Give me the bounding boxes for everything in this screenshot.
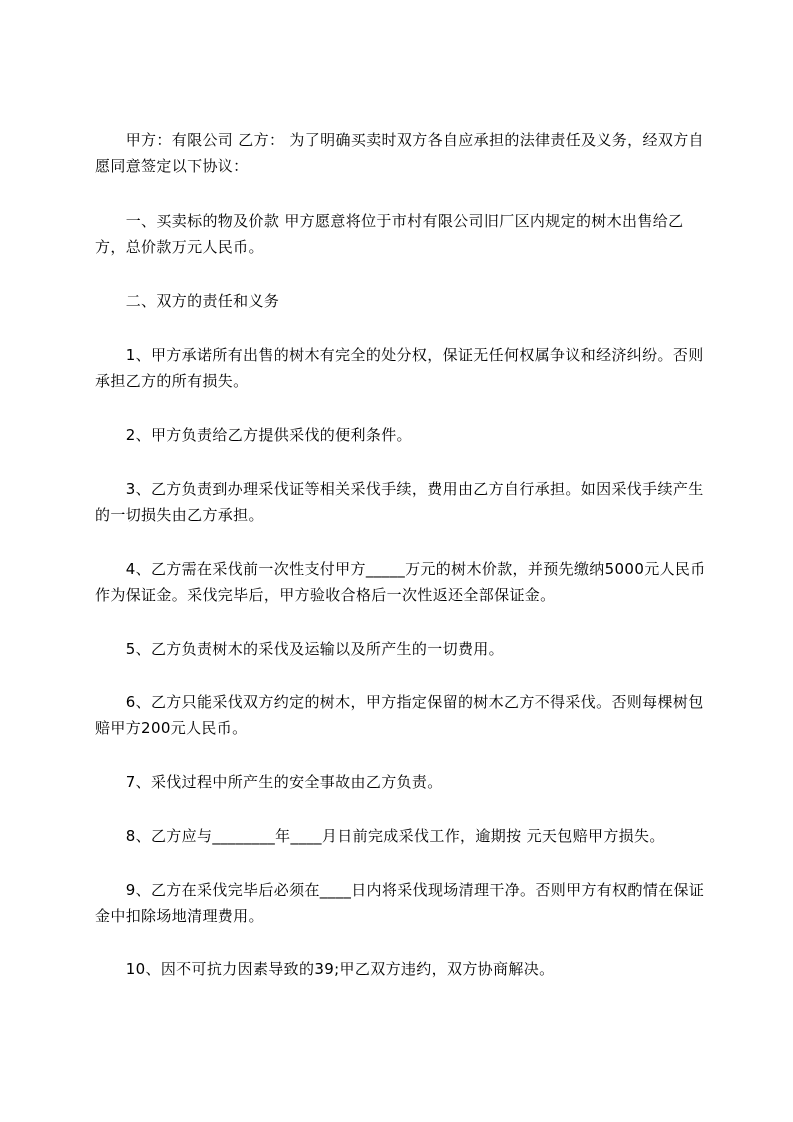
- paragraph-clause-3: 3、乙方负责到办理采伐证等相关采伐手续，费用由乙方自行承担。如因采伐手续产生的一切损失由乙方承担。: [95, 480, 704, 524]
- paragraph-section-1: 一、买卖标的物及价款 甲方愿意将位于市村有限公司旧厂区内规定的树木出售给乙方，总价款万元人民币。: [95, 212, 684, 256]
- paragraph-clause-4: 4、乙方需在采伐前一次性支付甲方_____万元的树木价款，并预先缴纳5000元人民币作为保证金。采伐完毕后，甲方验收合格后一次性返还全部保证金。: [95, 560, 706, 604]
- paragraph-section-2-heading: 二、双方的责任和义务: [95, 292, 280, 310]
- paragraph-clause-7: 7、采伐过程中所产生的安全事故由乙方负责。: [95, 773, 443, 791]
- paragraph-clause-5: 5、乙方负责树木的采伐及运输以及所产生的一切费用。: [95, 640, 504, 658]
- paragraph-parties: 甲方：有限公司 乙方： 为了明确买卖时双方各自应承担的法律责任及义务，经双方自愿同意签定以下协议：: [95, 131, 704, 175]
- paragraph-clause-9: 9、乙方在采伐完毕后必须在____日内将采伐现场清理干净。否则甲方有权酌情在保证金中扣除场地清理费用。: [95, 881, 705, 925]
- paragraph-clause-8: 8、乙方应与________年____月日前完成采伐工作，逾期按 元天包赔甲方损失。: [95, 827, 665, 845]
- paragraph-clause-10: 10、因不可抗力因素导致的39;甲乙双方违约，双方协商解决。: [95, 960, 555, 978]
- paragraph-clause-2: 2、甲方负责给乙方提供采伐的便利条件。: [95, 426, 412, 444]
- paragraph-clause-1: 1、甲方承诺所有出售的树木有完全的处分权，保证无任何权属争议和经济纠纷。否则承担乙方的所有损失。: [95, 346, 704, 390]
- paragraph-clause-6: 6、乙方只能采伐双方约定的树木，甲方指定保留的树木乙方不得采伐。否则每棵树包赔甲方200元人民币。: [95, 693, 704, 737]
